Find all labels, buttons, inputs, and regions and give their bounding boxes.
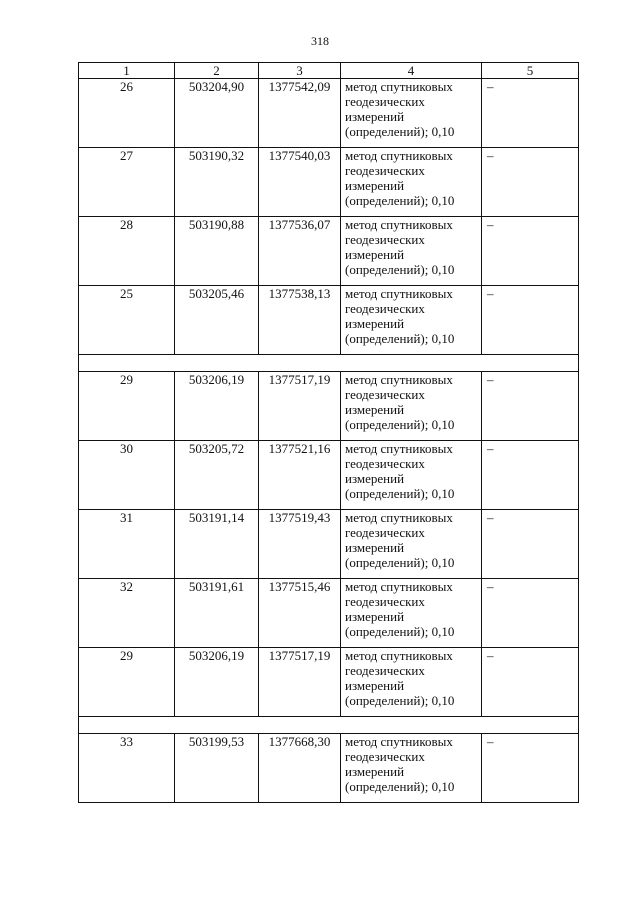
method-accuracy-cell: метод спутниковых геодезических измерений (определений); 0,10	[341, 441, 482, 510]
table-row	[79, 148, 579, 217]
table-body	[79, 79, 579, 803]
x-coordinate-cell: 503204,90	[175, 79, 259, 148]
separator-cell	[79, 355, 579, 372]
x-coordinate-cell: 503191,14	[175, 510, 259, 579]
note-cell: –	[482, 441, 579, 510]
point-number-cell: 26	[79, 79, 175, 148]
y-coordinate-cell: 1377515,46	[259, 579, 341, 648]
note-cell: –	[482, 217, 579, 286]
table-row	[79, 648, 579, 717]
note-cell: –	[482, 79, 579, 148]
x-coordinate-cell: 503206,19	[175, 648, 259, 717]
y-coordinate-cell: 1377536,07	[259, 217, 341, 286]
note-cell: –	[482, 372, 579, 441]
table-row	[79, 217, 579, 286]
header-col-2: 2	[175, 63, 259, 79]
method-accuracy-cell: метод спутниковых геодезических измерений (определений); 0,10	[341, 579, 482, 648]
point-number-cell: 33	[79, 734, 175, 803]
note-cell: –	[482, 286, 579, 355]
y-coordinate-cell: 1377668,30	[259, 734, 341, 803]
point-number-cell: 32	[79, 579, 175, 648]
x-coordinate-cell: 503199,53	[175, 734, 259, 803]
table-row	[79, 734, 579, 803]
table-row	[79, 79, 579, 148]
table-row	[79, 441, 579, 510]
y-coordinate-cell: 1377542,09	[259, 79, 341, 148]
point-number-cell: 29	[79, 648, 175, 717]
method-accuracy-cell: метод спутниковых геодезических измерений (определений); 0,10	[341, 648, 482, 717]
note-cell: –	[482, 579, 579, 648]
method-accuracy-cell: метод спутниковых геодезических измерений (определений); 0,10	[341, 510, 482, 579]
separator-row	[79, 717, 579, 734]
point-number-cell: 28	[79, 217, 175, 286]
table-row	[79, 286, 579, 355]
point-number-cell: 31	[79, 510, 175, 579]
x-coordinate-cell: 503205,46	[175, 286, 259, 355]
method-accuracy-cell: метод спутниковых геодезических измерений (определений); 0,10	[341, 79, 482, 148]
table-header-row	[79, 63, 579, 79]
method-accuracy-cell: метод спутниковых геодезических измерений (определений); 0,10	[341, 286, 482, 355]
method-accuracy-cell: метод спутниковых геодезических измерений (определений); 0,10	[341, 148, 482, 217]
table-row	[79, 579, 579, 648]
x-coordinate-cell: 503190,88	[175, 217, 259, 286]
y-coordinate-cell: 1377538,13	[259, 286, 341, 355]
method-accuracy-cell: метод спутниковых геодезических измерений (определений); 0,10	[341, 734, 482, 803]
x-coordinate-cell: 503191,61	[175, 579, 259, 648]
header-col-4: 4	[341, 63, 482, 79]
method-accuracy-cell: метод спутниковых геодезических измерений (определений); 0,10	[341, 217, 482, 286]
x-coordinate-cell: 503206,19	[175, 372, 259, 441]
y-coordinate-cell: 1377521,16	[259, 441, 341, 510]
point-number-cell: 27	[79, 148, 175, 217]
note-cell: –	[482, 510, 579, 579]
y-coordinate-cell: 1377517,19	[259, 372, 341, 441]
point-number-cell: 30	[79, 441, 175, 510]
page-number: 318	[311, 34, 329, 48]
coordinates-table	[78, 62, 579, 803]
header-col-1: 1	[79, 63, 175, 79]
y-coordinate-cell: 1377540,03	[259, 148, 341, 217]
header-col-3: 3	[259, 63, 341, 79]
note-cell: –	[482, 648, 579, 717]
separator-row	[79, 355, 579, 372]
x-coordinate-cell: 503205,72	[175, 441, 259, 510]
note-cell: –	[482, 734, 579, 803]
table-row	[79, 510, 579, 579]
header-col-5: 5	[482, 63, 579, 79]
method-accuracy-cell: метод спутниковых геодезических измерений (определений); 0,10	[341, 372, 482, 441]
table-row	[79, 372, 579, 441]
y-coordinate-cell: 1377519,43	[259, 510, 341, 579]
y-coordinate-cell: 1377517,19	[259, 648, 341, 717]
point-number-cell: 25	[79, 286, 175, 355]
separator-cell	[79, 717, 579, 734]
note-cell: –	[482, 148, 579, 217]
point-number-cell: 29	[79, 372, 175, 441]
x-coordinate-cell: 503190,32	[175, 148, 259, 217]
